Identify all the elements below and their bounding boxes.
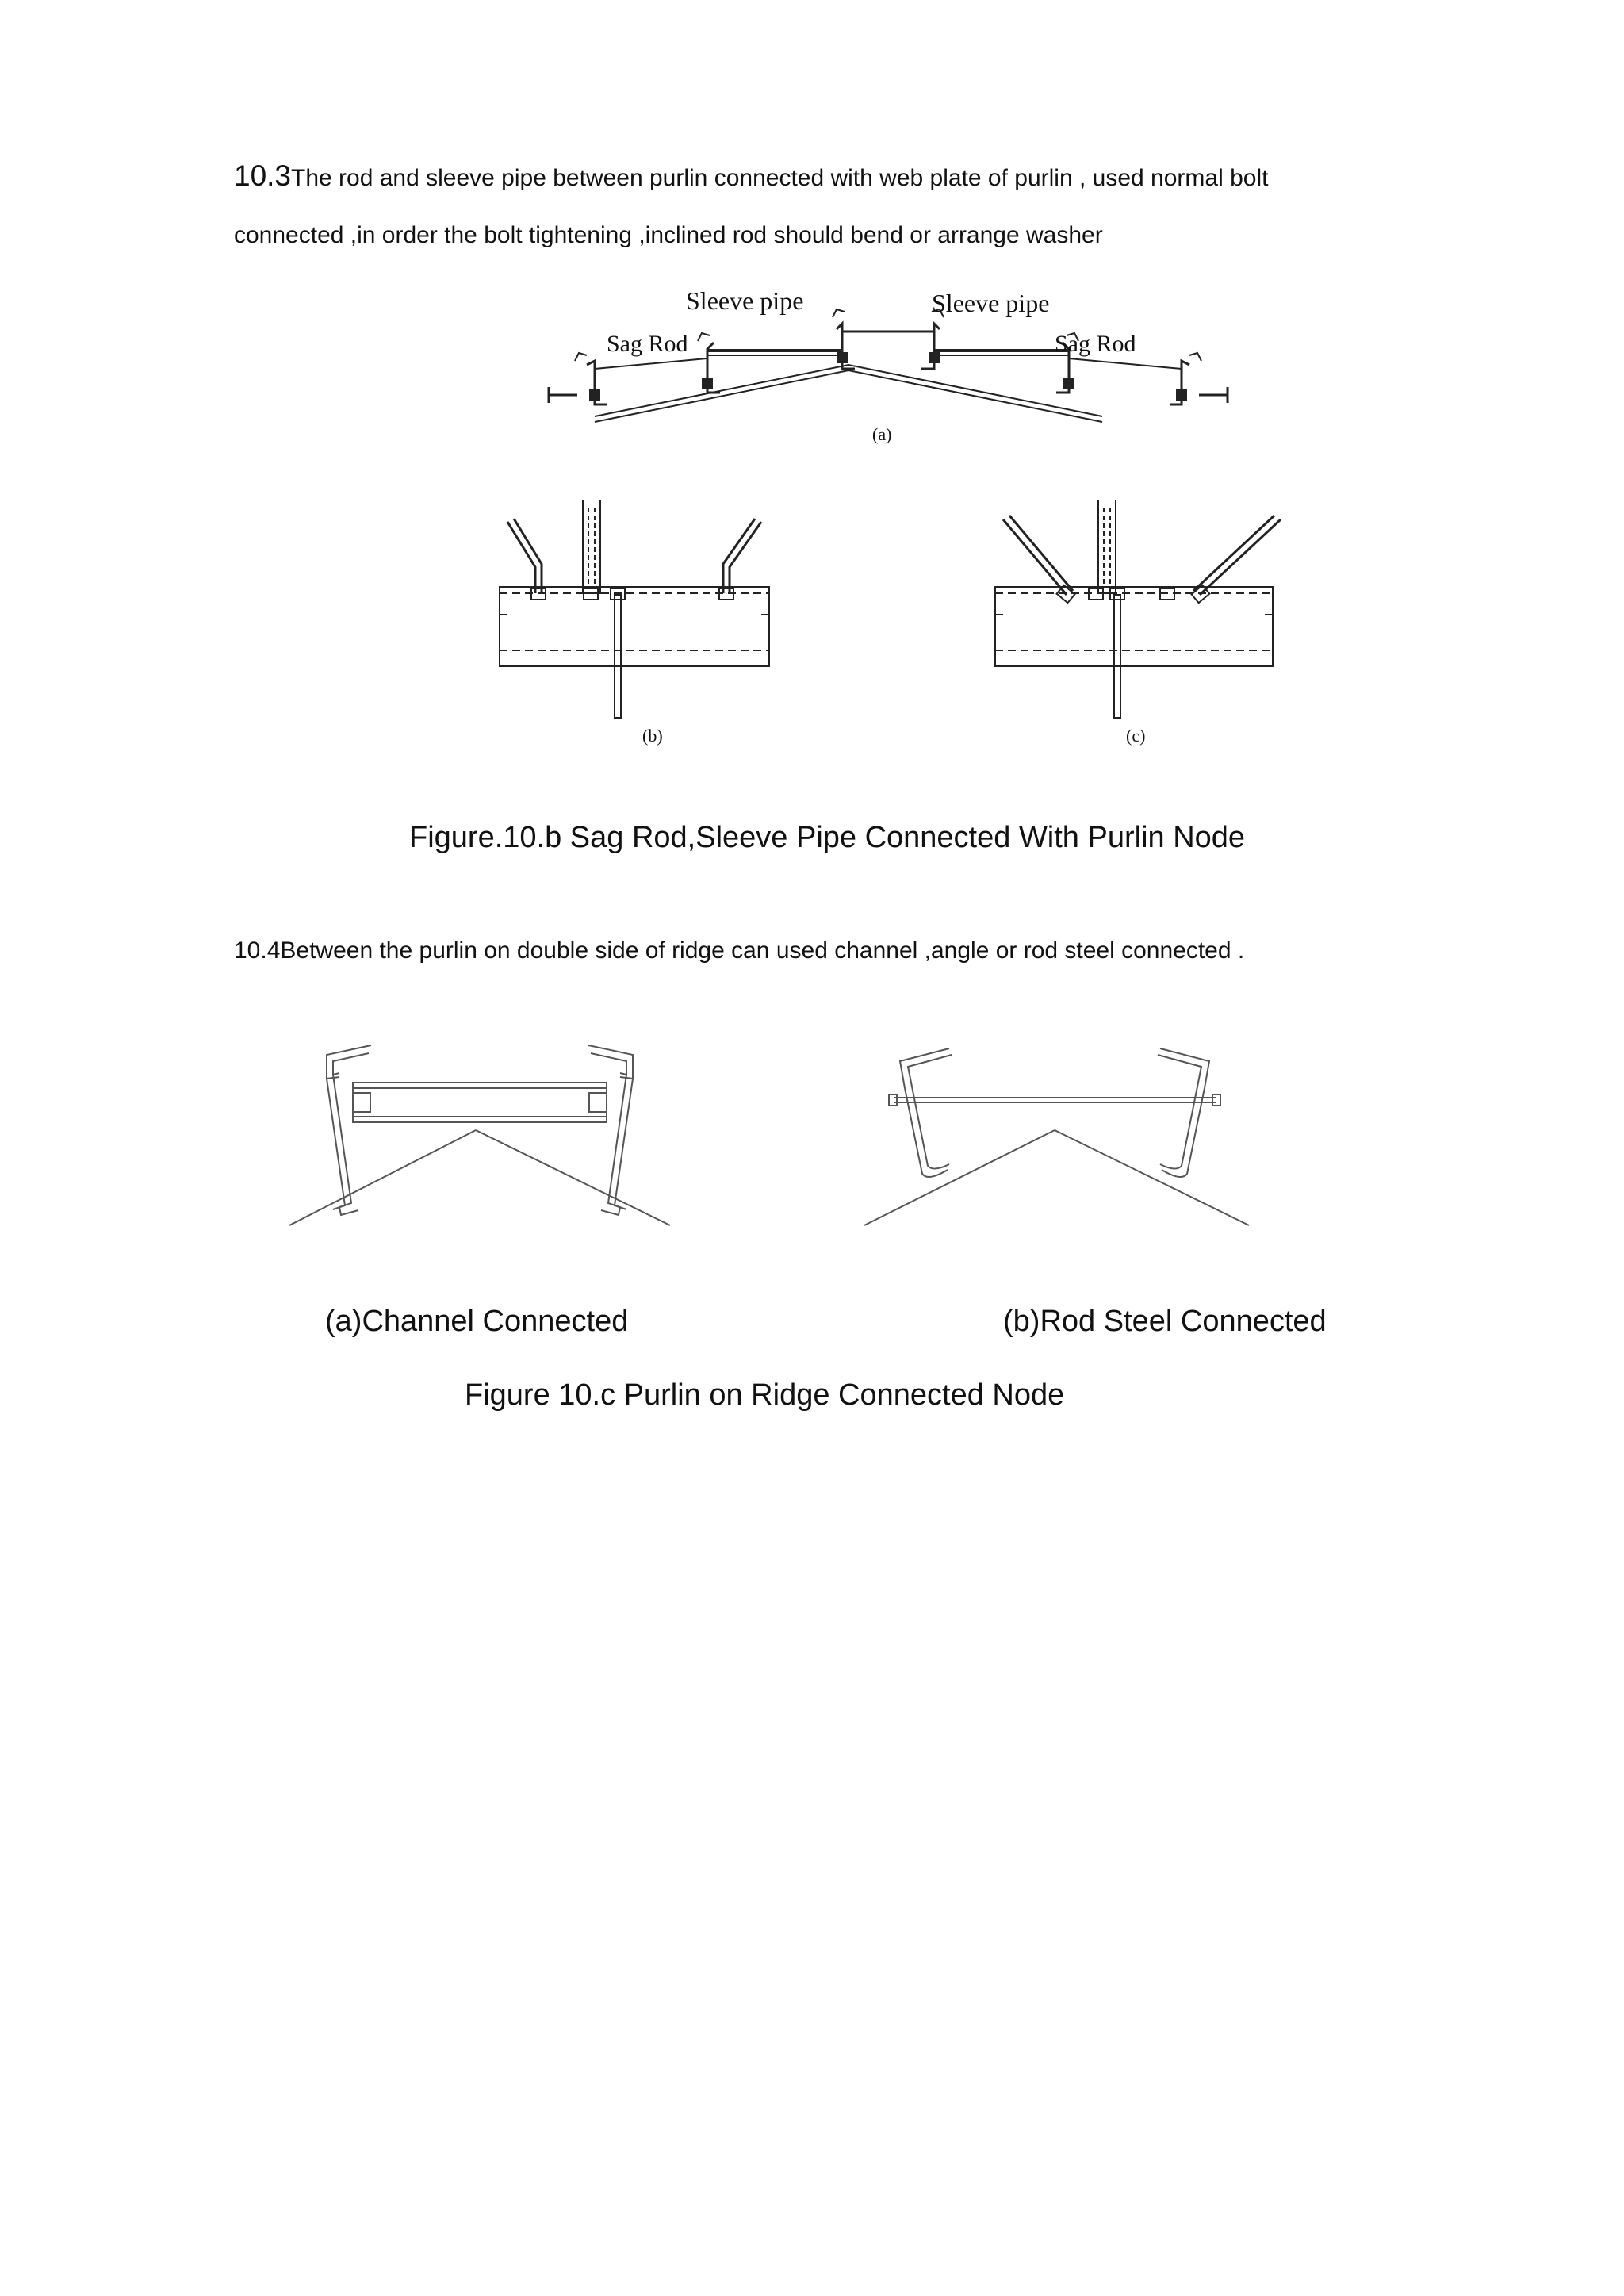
figure-10b-b-drawing <box>492 500 777 753</box>
figure-10b-c-drawing <box>987 500 1297 753</box>
paragraph-10-3-line1 <box>234 148 1519 207</box>
label-sleeve-pipe-right: Sleeve pipe <box>932 289 1050 317</box>
subfigure-a-label: (a) <box>872 424 892 444</box>
figure-10c-a-label: (a)Channel Connected <box>325 1305 629 1338</box>
figure-10c-caption: Figure 10.c Purlin on Ridge Connected Node <box>465 1378 1065 1412</box>
label-sleeve-pipe-left: Sleeve pipe <box>686 286 804 315</box>
paragraph-10-3 <box>234 148 1519 264</box>
subfigure-c-label: (c) <box>1126 726 1146 746</box>
figure-10b-caption: Figure.10.b Sag Rod,Sleeve Pipe Connected With Purlin Node <box>409 821 1246 854</box>
section-number: 10.3 <box>234 159 292 192</box>
label-sag-rod-left: Sag Rod <box>607 331 688 357</box>
figure-10c-b-drawing <box>860 1039 1257 1237</box>
paragraph-10-3-line2: connected ,in order the bolt tightening ,inclined rod should bend or arrange washer <box>234 222 1103 248</box>
figure-10c-b-label: (b)Rod Steel Connected <box>1003 1305 1327 1338</box>
subfigure-b-label: (b) <box>642 726 663 746</box>
paragraph-text: The rod and sleeve pipe between purlin connected with web plate of purlin , used normal bolt <box>291 165 1269 191</box>
figure-10c-a-drawing <box>285 1039 674 1237</box>
paragraph-10-4: 10.4Between the purlin on double side of ridge can used channel ,angle or rod steel connected . <box>234 937 1245 964</box>
label-sag-rod-right: Sag Rod <box>1055 331 1136 357</box>
figure-10b-a-drawing <box>539 286 1237 460</box>
